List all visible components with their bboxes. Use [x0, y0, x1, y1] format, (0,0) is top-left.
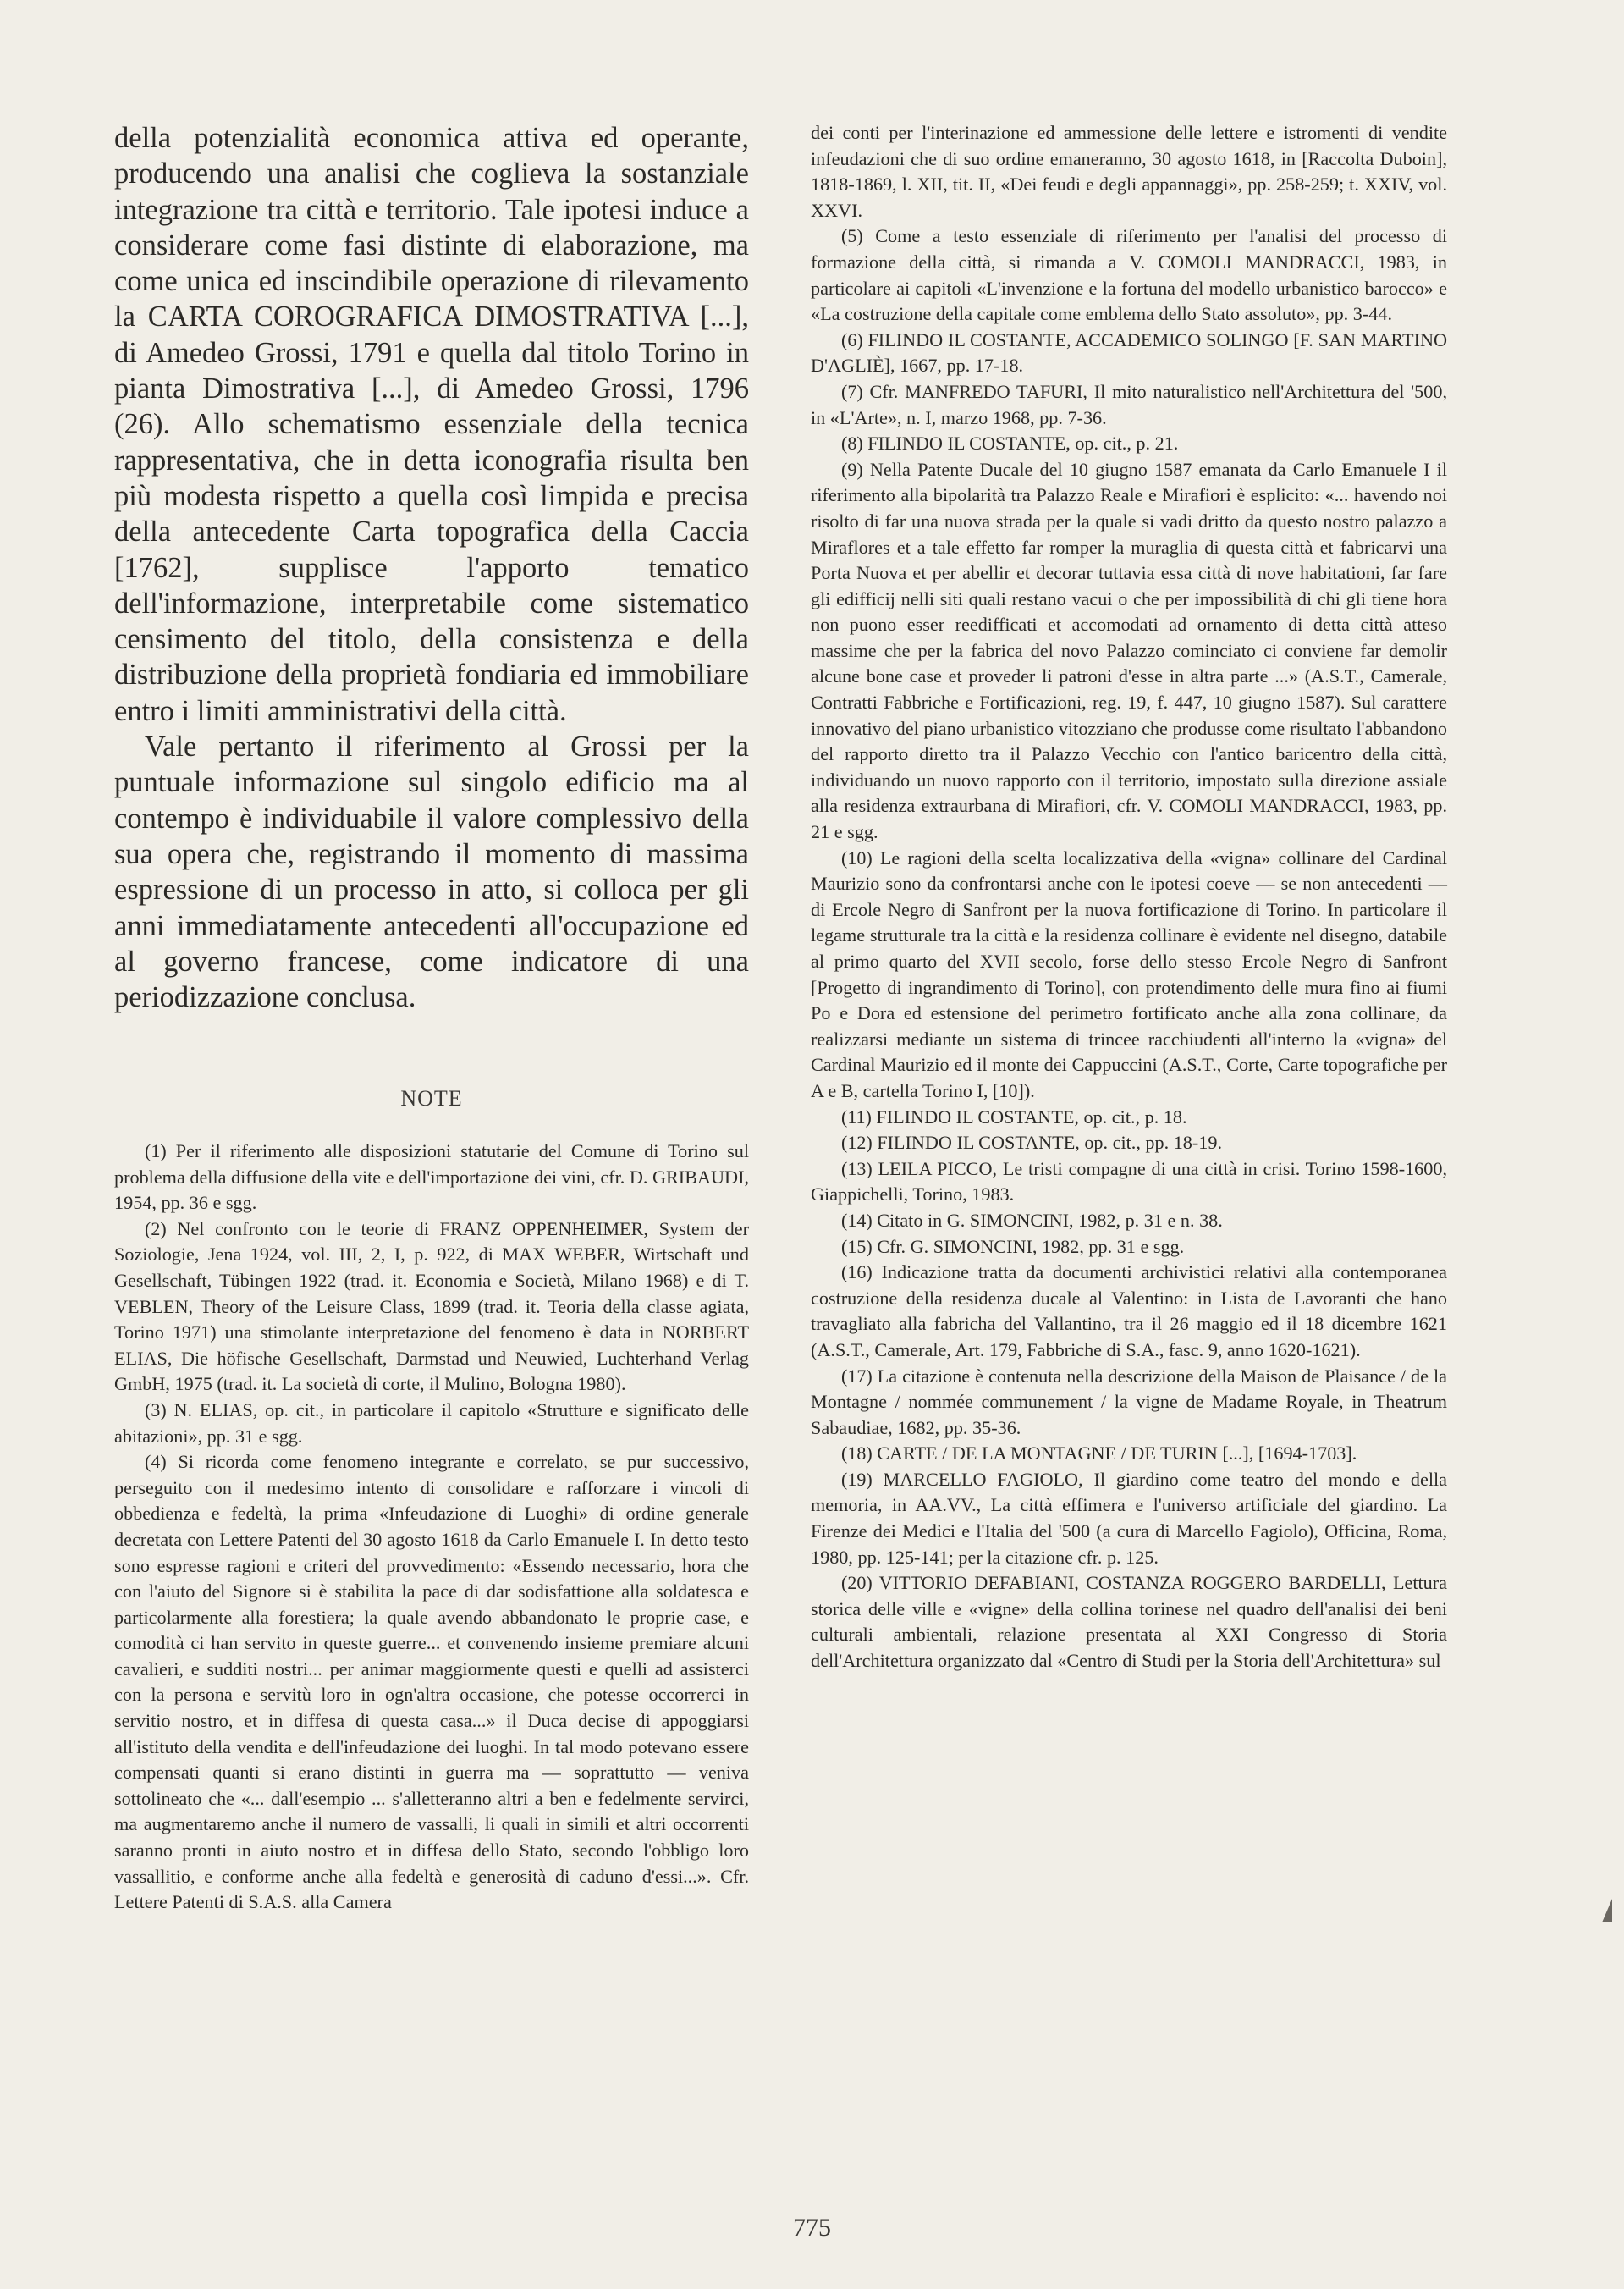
- footnote-number: (2): [145, 1217, 167, 1239]
- page-corner-mark: [1602, 1899, 1612, 1922]
- footnote-text: Nella Patente Ducale del 10 giugno 1587 emanata da Carlo Emanuele I il riferimento alla bipolarità tra Palazzo Reale e Mirafiori è esplicito: «... havendo noi risolto di far una nuova strada per la quale si vadi dritto da questo nostro palazzo a Miraflores et a tale effetto far romper la muraglia di questa città et fabricarvi una Porta Nuova et per abellir et decorar tuttavia essa città di nove habitationi, far fare gli edifficij nelli siti quali restano vacui o che per impossibilità di chi gli tiene hora non puono esser reedifficati et accomodati ad ornamento di detta città atteso massime che per la fabrica del novo Palazzo cominciato ci conviene far demolir alcune bone case et proveder li patroni d'esse in altra parte ...» (A.S.T., Camerale, Contratti Fabbriche e Fortificazioni, reg. 19, f. 447, 10 giugno 1587). Sul carattere innovativo del piano urbanistico vitozziano che produsse come risultato l'abbandono del rapporto diretto tra il Palazzo Vecchio con l'antico baricentro della città, individuando un nuovo rapporto con il territorio, impostato sulla direzione assiale alla residenza extraurbana di Mirafiori, cfr. V. COMOLI MANDRACCI, 1983, pp. 21 e sgg.: [811, 458, 1447, 843]
- footnote-text: FILINDO IL COSTANTE, op. cit., p. 21.: [867, 433, 1179, 455]
- footnote: [114, 1398, 749, 1449]
- footnote: [811, 1105, 1447, 1131]
- footnote-text: Nel confronto con le teorie di FRANZ OPPENHEIMER, System der Soziologie, Jena 1924, vol. III, 2, I, p. 922, di MAX WEBER, Wirtschaft und Gesellschaft, Tübingen 1922 (trad. it. Economia e Società, Milano 1968) e di T. VEBLEN, Theory of the Leisure Class, 1899 (trad. it. Teoria della classe agiata, Torino 1971) una stimolante interpretazione del fenomeno è data in NORBERT ELIAS, Die höfische Gesellschaft, Darmstad und Neuwied, Luchterhand Verlag GmbH, 1975 (trad. it. La società di corte, il Mulino, Bologna 1980).: [114, 1217, 749, 1395]
- footnote: [811, 431, 1447, 457]
- footnote-number: (12): [841, 1132, 873, 1154]
- footnote: [114, 1139, 749, 1216]
- footnote: [811, 379, 1447, 431]
- footnote: [811, 1441, 1447, 1467]
- footnote: [811, 1130, 1447, 1156]
- footnote-number: (1): [145, 1140, 167, 1161]
- footnote-number: (3): [145, 1398, 167, 1420]
- footnote: [811, 223, 1447, 327]
- footnote-text: MARCELLO FAGIOLO, Il giardino come teatro del mondo e della memoria, in AA.VV., La città effimera e l'universo artificiale del giardino. La Firenze dei Medici e l'Italia del '500 (a cura di Marcello Fagiolo), Officina, Roma, 1980, pp. 125-141; per la citazione cfr. p. 125.: [811, 1468, 1447, 1568]
- footnote-number: (6): [841, 328, 863, 350]
- footnote: [811, 1467, 1447, 1570]
- footnote-number: (13): [841, 1157, 873, 1179]
- footnote-number: (8): [841, 433, 863, 455]
- footnote-number: (7): [841, 380, 863, 402]
- footnote-text: Come a testo essenziale di riferimento per l'analisi del processo di formazione della città, si rimanda a V. COMOLI MANDRACCI, 1983, in particolare ai capitoli «L'invenzione e la fortuna del modello urbanistico barocco» e «La costruzione della capitale come emblema dello Stato assoluto», pp. 3-44.: [811, 225, 1447, 325]
- page-number: 775: [793, 2214, 831, 2242]
- footnote-number: (15): [841, 1235, 873, 1257]
- footnote-text: Cfr. MANFREDO TAFURI, Il mito naturalistico nell'Architettura del '500, in «L'Arte», n. I, marzo 1968, pp. 7-36.: [811, 380, 1447, 428]
- footnote-text: dei conti per l'interinazione ed ammessione delle lettere e istromenti di vendite infeudazioni che di suo ordine emaneranno, 30 agosto 1618, in [Raccolta Duboin], 1818-1869, l. XII, tit. II, «Dei feudi e degli appannaggi», pp. 258-259; t. XXIV, vol. XXVI.: [811, 122, 1447, 221]
- footnote-text: Citato in G. SIMONCINI, 1982, p. 31 e n. 38.: [877, 1209, 1223, 1231]
- footnote-text: VITTORIO DEFABIANI, COSTANZA ROGGERO BARDELLI, Lettura storica delle ville e «vigne» della collina torinese nel quadro dell'analisi dei beni culturali ambientali, relazione presentata al XXI Congresso di Storia dell'Architettura organizzato dal «Centro di Studi per la Storia dell'Architettura» sul: [811, 1572, 1448, 1672]
- footnote-number: (17): [841, 1365, 873, 1387]
- footnote-text: FILINDO IL COSTANTE, op. cit., pp. 18-19.: [877, 1132, 1223, 1154]
- footnote: [114, 1216, 749, 1398]
- footnote-number: (10): [841, 847, 873, 869]
- footnote-number: (18): [841, 1442, 873, 1464]
- footnote-number: (11): [841, 1106, 872, 1128]
- footnote-text: N. ELIAS, op. cit., in particolare il capitolo «Strutture e significato delle abitazioni», pp. 31 e sgg.: [114, 1398, 750, 1447]
- body-paragraph-1: della potenzialità economica attiva ed operante, producendo una analisi che coglieva la sostanziale integrazione tra città e territorio. Tale ipotesi induce a considerare come fasi distinte di elaborazione, ma come unica ed inscindibile operazione di rilevamento la CARTA COROGRAFICA DIMOSTRATIVA [...], di Amedeo Grossi, 1791 e quella dal titolo Torino in pianta Dimostrativa [...], di Amedeo Grossi, 1796 (26). Allo schematismo essenziale della tecnica rappresentativa, che in detta iconografia risulta ben più modesta rispetto a quella così limpida e precisa della antecedente Carta topografica della Caccia [1762], supplisce l'apporto tematico dell'informazione, interpretabile come sistematico censimento del titolo, della consistenza e della distribuzione della proprietà fondiaria ed immobiliare entro i limiti amministrativi della città.: [114, 122, 749, 727]
- footnote-text: FILINDO IL COSTANTE, op. cit., p. 18.: [876, 1106, 1187, 1128]
- footnote: [114, 1449, 749, 1916]
- footnote-text: Cfr. G. SIMONCINI, 1982, pp. 31 e sgg.: [877, 1235, 1185, 1257]
- footnote: [811, 1364, 1447, 1442]
- footnote: [811, 1260, 1447, 1363]
- notes-right-column: [811, 120, 1447, 1674]
- footnote-text: Indicazione tratta da documenti archivistici relativi alla contemporanea costruzione della residenza ducale al Valentino: in Lista de Lavoranti che hano travagliato alla fabricha del Vallantino, tra il 26 maggio ed il 18 dicembre 1621 (A.S.T., Camerale, Art. 179, Fabbriche di S.A., fasc. 9, anno 1620-1621).: [811, 1261, 1447, 1360]
- footnote-text: Si ricorda come fenomeno integrante e correlato, se pur successivo, perseguito con il medesimo intento di consolidare e rafforzare i vincoli di obbedienza e fedeltà, la prima «Infeudazione di Luoghi» di ordine generale decretata con Lettere Patenti del 30 agosto 1618 da Carlo Emanuele I. In detto testo sono espresse ragioni e criteri del provvedimento: «Essendo necessario, hora che con l'aiuto del Signore si è stabilita la pace di dar sodisfattione alla soldatesca e particolarmente alla forestiera; la quale avendo abbandonato le proprie case, e comodità ci han servito in queste guerre... et convenendo insieme premiare alcuni cavalieri, e sudditi nostri... per animar maggiormente questi e quelli ad assisterci con la persona e servitù loro in ogn'altra occasione, che potesse occorrerci in servitio nostro, et in diffesa di questa casa...» il Duca decise di appoggiarsi all'istituto della vendita e dell'infeudazione dei luoghi. In tal modo potevano essere compensati quanti si erano distinti in guerra ma — soprattutto — veniva sottolineato che «... dall'esempio ... s'alletteranno altri a ben e fedelmente servirci, ma augmentaremo anche il numero de vassalli, li quali in simili et altri occorrenti saranno pronti in aiuto nostro et in diffesa dello Stato, secondo l'obbligo loro vassallitio, e conforme anche alla fedeltà e generosità di caduno d'essi...». Cfr. Lettere Patenti di S.A.S. alla Camera: [114, 1451, 750, 1913]
- footnote-number: (20): [841, 1572, 873, 1594]
- footnote-text: CARTE / DE LA MONTAGNE / DE TURIN [...], [1694-1703].: [877, 1442, 1357, 1464]
- footnote-text: La citazione è contenuta nella descrizione della Maison de Plaisance / de la Montagne / nommée communement / la vigne de Madame Royale, in Theatrum Sabaudiae, 1682, pp. 35-36.: [811, 1365, 1447, 1438]
- footnote: [811, 1208, 1447, 1234]
- footnote-number: (4): [145, 1451, 167, 1473]
- footnote-number: (14): [841, 1209, 873, 1231]
- footnote-text: Le ragioni della scelta localizzativa della «vigna» collinare del Cardinal Maurizio sono da confrontarsi anche con le ipotesi coeve — se non antecedenti — di Ercole Negro di Sanfront per la nuova fortificazione di Torino. In particolare il legame strutturale tra la città e la residenza collinare è evidente nel disegno, databile al primo quarto del XVII secolo, forse dello stesso Ercole Negro di Sanfront [Progetto di ingrandimento di Torino], con protendimento delle mura fino ai fiumi Po e Dora ed estensione del perimetro fortificato anche alla zona collinare, da realizzarsi mediante un sistema di trincee racchiudenti all'interno la «vigna» del Cardinal Maurizio ed il monte dei Cappuccini (A.S.T., Corte, Carte topografiche per A e B, cartella Torino I, [10]).: [811, 847, 1448, 1101]
- footnote-number: (16): [841, 1261, 873, 1283]
- footnote: [811, 120, 1447, 223]
- main-text-column: [114, 120, 749, 1015]
- notes-heading: NOTE: [400, 1086, 463, 1111]
- body-paragraph-2: Vale pertanto il riferimento al Grossi per la puntuale informazione sul singolo edificio ma al contempo è individuabile il valore complessivo della sua opera che, registrando il momento di massima espressione di un processo in atto, si colloca per gli anni immediatamente antecedenti all'occupazione ed al governo francese, come indicatore di una periodizzazione conclusa.: [114, 731, 749, 1014]
- footnote: [811, 846, 1447, 1105]
- footnote: [811, 328, 1447, 379]
- footnote-number: (19): [841, 1468, 873, 1490]
- footnote-text: Per il riferimento alle disposizioni statutarie del Comune di Torino sul problema della diffusione della vite e dell'importazione dei vini, cfr. D. GRIBAUDI, 1954, pp. 36 e sgg.: [114, 1140, 750, 1214]
- footnote-number: (5): [841, 225, 863, 247]
- footnote: [811, 1156, 1447, 1208]
- footnote: [811, 457, 1447, 846]
- footnote-text: LEILA PICCO, Le tristi compagne di una città in crisi. Torino 1598-1600, Giappichelli, Torino, 1983.: [811, 1157, 1448, 1205]
- footnote: [811, 1234, 1447, 1260]
- footnote: [811, 1570, 1447, 1674]
- footnote-number: (9): [841, 458, 863, 480]
- notes-left-column: [114, 1139, 749, 1916]
- footnote-text: FILINDO IL COSTANTE, ACCADEMICO SOLINGO [F. SAN MARTINO D'AGLIÈ], 1667, pp. 17-18.: [811, 328, 1448, 377]
